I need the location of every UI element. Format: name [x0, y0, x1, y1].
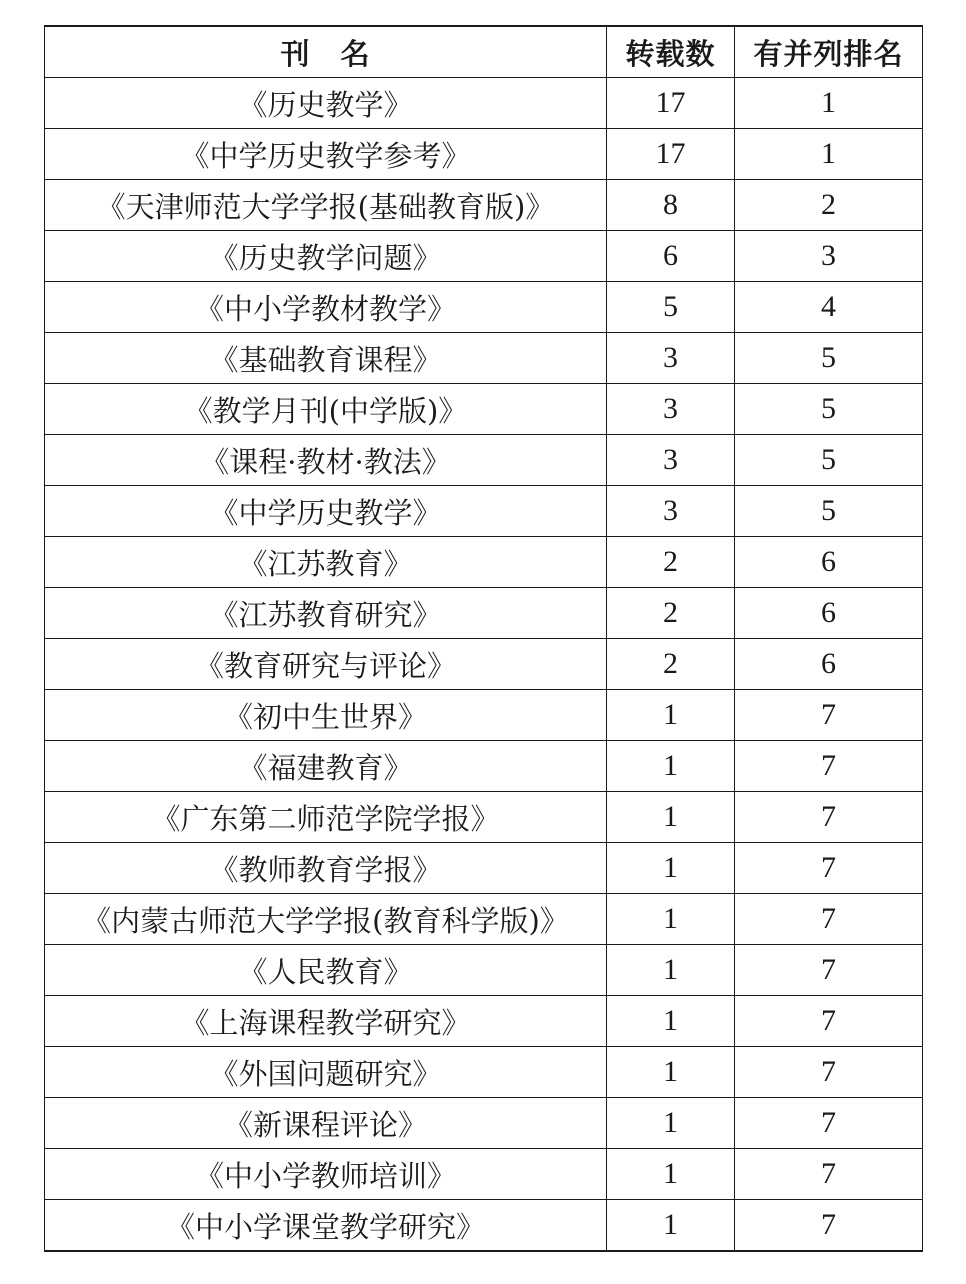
- rank-cell: 7: [735, 792, 923, 843]
- table-row: [45, 741, 923, 792]
- table-row: [45, 1200, 923, 1252]
- journal-name-cell: 《中小学教师培训》: [45, 1149, 607, 1200]
- reprint-count-cell: 1: [607, 1098, 735, 1149]
- journal-name-cell: 《广东第二师范学院学报》: [45, 792, 607, 843]
- journal-name-cell: 《中学历史教学参考》: [45, 129, 607, 180]
- rank-cell: 7: [735, 1047, 923, 1098]
- reprint-count-cell: 17: [607, 129, 735, 180]
- journal-name-cell: 《中小学教材教学》: [45, 282, 607, 333]
- reprint-count-cell: 2: [607, 588, 735, 639]
- reprint-count-cell: 2: [607, 537, 735, 588]
- table-row: [45, 537, 923, 588]
- table-row: [45, 1149, 923, 1200]
- reprint-count-cell: 1: [607, 1200, 735, 1252]
- journal-name-cell: 《历史教学问题》: [45, 231, 607, 282]
- rank-cell: 6: [735, 588, 923, 639]
- reprint-count-cell: 2: [607, 639, 735, 690]
- journal-reprint-table: [44, 25, 923, 1252]
- journal-name-cell: 《教育研究与评论》: [45, 639, 607, 690]
- reprint-count-cell: 1: [607, 996, 735, 1047]
- reprint-count-cell: 3: [607, 384, 735, 435]
- journal-name-cell: 《上海课程教学研究》: [45, 996, 607, 1047]
- reprint-count-cell: 1: [607, 690, 735, 741]
- table-row: [45, 78, 923, 129]
- journal-name-cell: 《内蒙古师范大学学报(教育科学版)》: [45, 894, 607, 945]
- table-row: [45, 435, 923, 486]
- table-row: [45, 843, 923, 894]
- rank-cell: 7: [735, 690, 923, 741]
- table-row: [45, 1047, 923, 1098]
- reprint-count-cell: 8: [607, 180, 735, 231]
- reprint-count-cell: 5: [607, 282, 735, 333]
- reprint-count-cell: 3: [607, 435, 735, 486]
- rank-cell: 5: [735, 384, 923, 435]
- table-row: [45, 792, 923, 843]
- journal-name-cell: 《历史教学》: [45, 78, 607, 129]
- table-row: [45, 486, 923, 537]
- reprint-count-cell: 1: [607, 1149, 735, 1200]
- header-journal-name: 刊 名: [45, 26, 607, 78]
- table-row: [45, 282, 923, 333]
- rank-cell: 7: [735, 741, 923, 792]
- rank-cell: 5: [735, 486, 923, 537]
- rank-cell: 1: [735, 78, 923, 129]
- rank-cell: 6: [735, 537, 923, 588]
- table-row: [45, 231, 923, 282]
- rank-cell: 3: [735, 231, 923, 282]
- journal-name-cell: 《外国问题研究》: [45, 1047, 607, 1098]
- journal-name-cell: 《新课程评论》: [45, 1098, 607, 1149]
- journal-name-cell: 《教学月刊(中学版)》: [45, 384, 607, 435]
- reprint-count-cell: 1: [607, 741, 735, 792]
- table-row: [45, 588, 923, 639]
- journal-name-cell: 《福建教育》: [45, 741, 607, 792]
- rank-cell: 7: [735, 1200, 923, 1252]
- rank-cell: 5: [735, 333, 923, 384]
- table-row: [45, 180, 923, 231]
- table-row: [45, 333, 923, 384]
- rank-cell: 5: [735, 435, 923, 486]
- reprint-count-cell: 17: [607, 78, 735, 129]
- table-row: [45, 996, 923, 1047]
- journal-name-cell: 《中学历史教学》: [45, 486, 607, 537]
- table-row: [45, 1098, 923, 1149]
- table-header: [45, 26, 923, 78]
- rank-cell: 7: [735, 996, 923, 1047]
- table-row: [45, 639, 923, 690]
- table-body: [45, 78, 923, 1252]
- header-row: [45, 26, 923, 78]
- journal-name-cell: 《初中生世界》: [45, 690, 607, 741]
- header-reprint-count: 转载数: [607, 26, 735, 78]
- rank-cell: 4: [735, 282, 923, 333]
- journal-name-cell: 《人民教育》: [45, 945, 607, 996]
- reprint-count-cell: 6: [607, 231, 735, 282]
- rank-cell: 7: [735, 1098, 923, 1149]
- reprint-count-cell: 3: [607, 486, 735, 537]
- table-row: [45, 384, 923, 435]
- journal-name-cell: 《课程·教材·教法》: [45, 435, 607, 486]
- table-row: [45, 129, 923, 180]
- journal-name-cell: 《基础教育课程》: [45, 333, 607, 384]
- journal-name-cell: 《天津师范大学学报(基础教育版)》: [45, 180, 607, 231]
- journal-name-cell: 《江苏教育研究》: [45, 588, 607, 639]
- rank-cell: 6: [735, 639, 923, 690]
- reprint-count-cell: 1: [607, 843, 735, 894]
- rank-cell: 7: [735, 843, 923, 894]
- table-row: [45, 690, 923, 741]
- reprint-count-cell: 1: [607, 792, 735, 843]
- rank-cell: 7: [735, 894, 923, 945]
- journal-name-cell: 《中小学课堂教学研究》: [45, 1200, 607, 1252]
- reprint-count-cell: 1: [607, 1047, 735, 1098]
- reprint-count-cell: 1: [607, 945, 735, 996]
- journal-name-cell: 《教师教育学报》: [45, 843, 607, 894]
- journal-name-cell: 《江苏教育》: [45, 537, 607, 588]
- rank-cell: 2: [735, 180, 923, 231]
- reprint-count-cell: 3: [607, 333, 735, 384]
- table-row: [45, 894, 923, 945]
- header-rank: 有并列排名: [735, 26, 923, 78]
- rank-cell: 7: [735, 1149, 923, 1200]
- table-row: [45, 945, 923, 996]
- rank-cell: 7: [735, 945, 923, 996]
- rank-cell: 1: [735, 129, 923, 180]
- reprint-count-cell: 1: [607, 894, 735, 945]
